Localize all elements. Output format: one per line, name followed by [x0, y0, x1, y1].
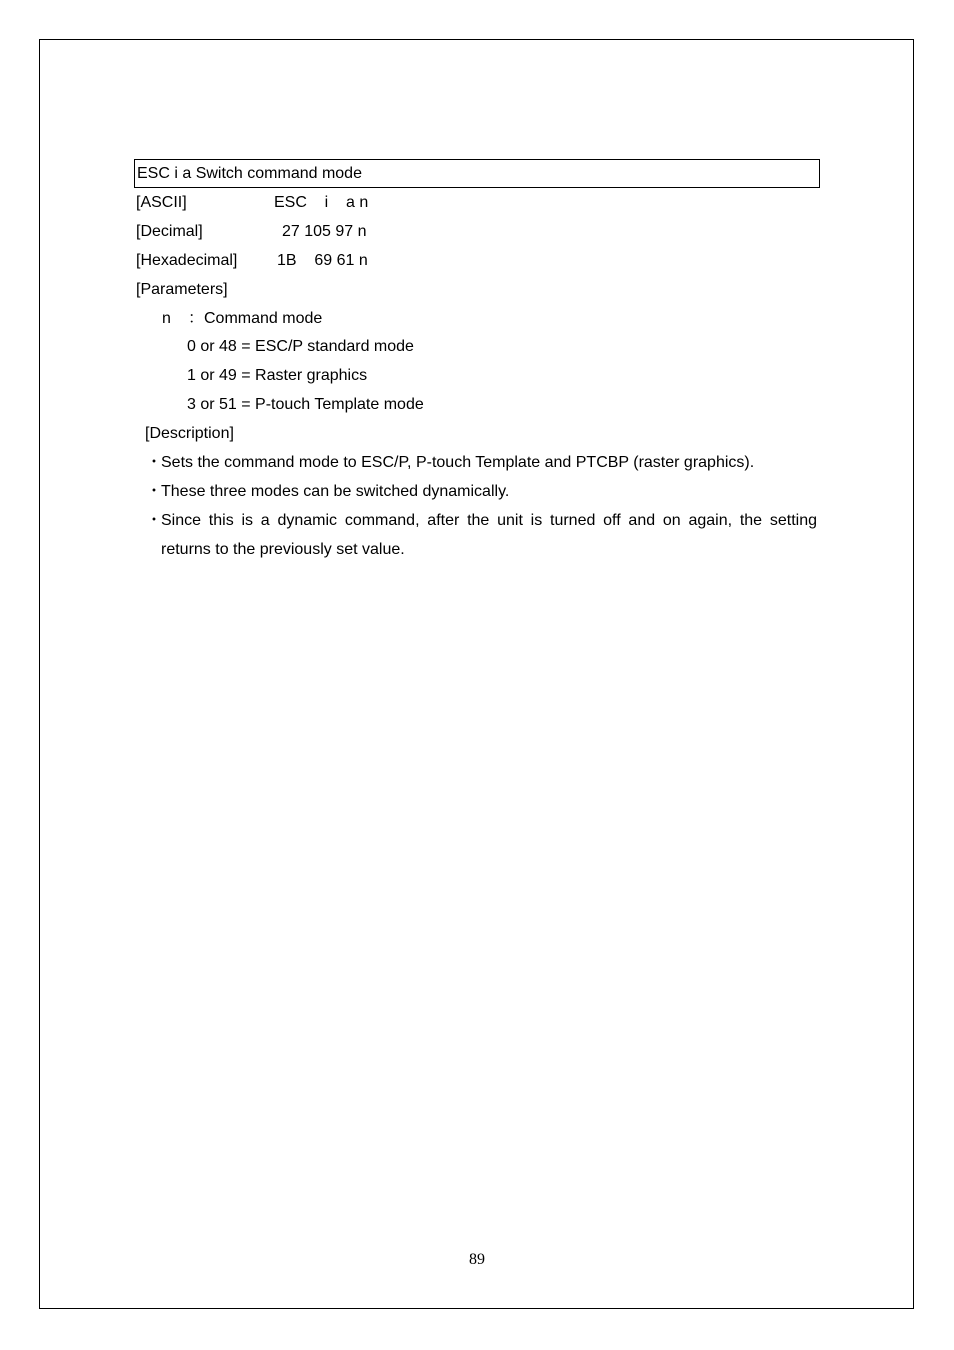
decimal-label: [Decimal] [136, 223, 203, 240]
description-item [0, 506, 954, 535]
description-heading: [Description] [145, 425, 234, 442]
bullet-mark: ・ [146, 454, 163, 471]
decimal-value: 27 105 97 n [282, 223, 367, 240]
description-item [0, 477, 954, 506]
description-continuation [0, 535, 954, 564]
description-text: Since this is a dynamic command, after the unit is turned off and on again, the setting [161, 512, 817, 529]
parameter-name: n [162, 310, 171, 327]
parameter-option: 0 or 48 = ESC/P standard mode [187, 338, 414, 355]
hex-value: 1B 69 61 n [277, 252, 368, 269]
ascii-label: [ASCII] [136, 194, 187, 211]
hex-label: [Hexadecimal] [136, 252, 238, 269]
ascii-value: ESC i a n [274, 194, 369, 211]
parameter-option: 1 or 49 = Raster graphics [187, 367, 368, 384]
bullet-mark: ・ [146, 512, 163, 529]
description-text: Sets the command mode to ESC/P, P-touch Template and PTCBP (raster graphics). [161, 454, 755, 471]
description-text: These three modes can be switched dynamically. [161, 483, 510, 500]
page-number: 89 [469, 1251, 485, 1268]
description-text: returns to the previously set value. [161, 541, 405, 558]
description-item [0, 448, 954, 477]
command-title: ESC i a Switch command mode [134, 159, 820, 188]
parameter-desc: ：Command mode [188, 310, 323, 327]
bullet-mark: ・ [146, 483, 163, 500]
parameters-heading: [Parameters] [136, 281, 228, 298]
parameter-option: 3 or 51 = P-touch Template mode [187, 396, 424, 413]
